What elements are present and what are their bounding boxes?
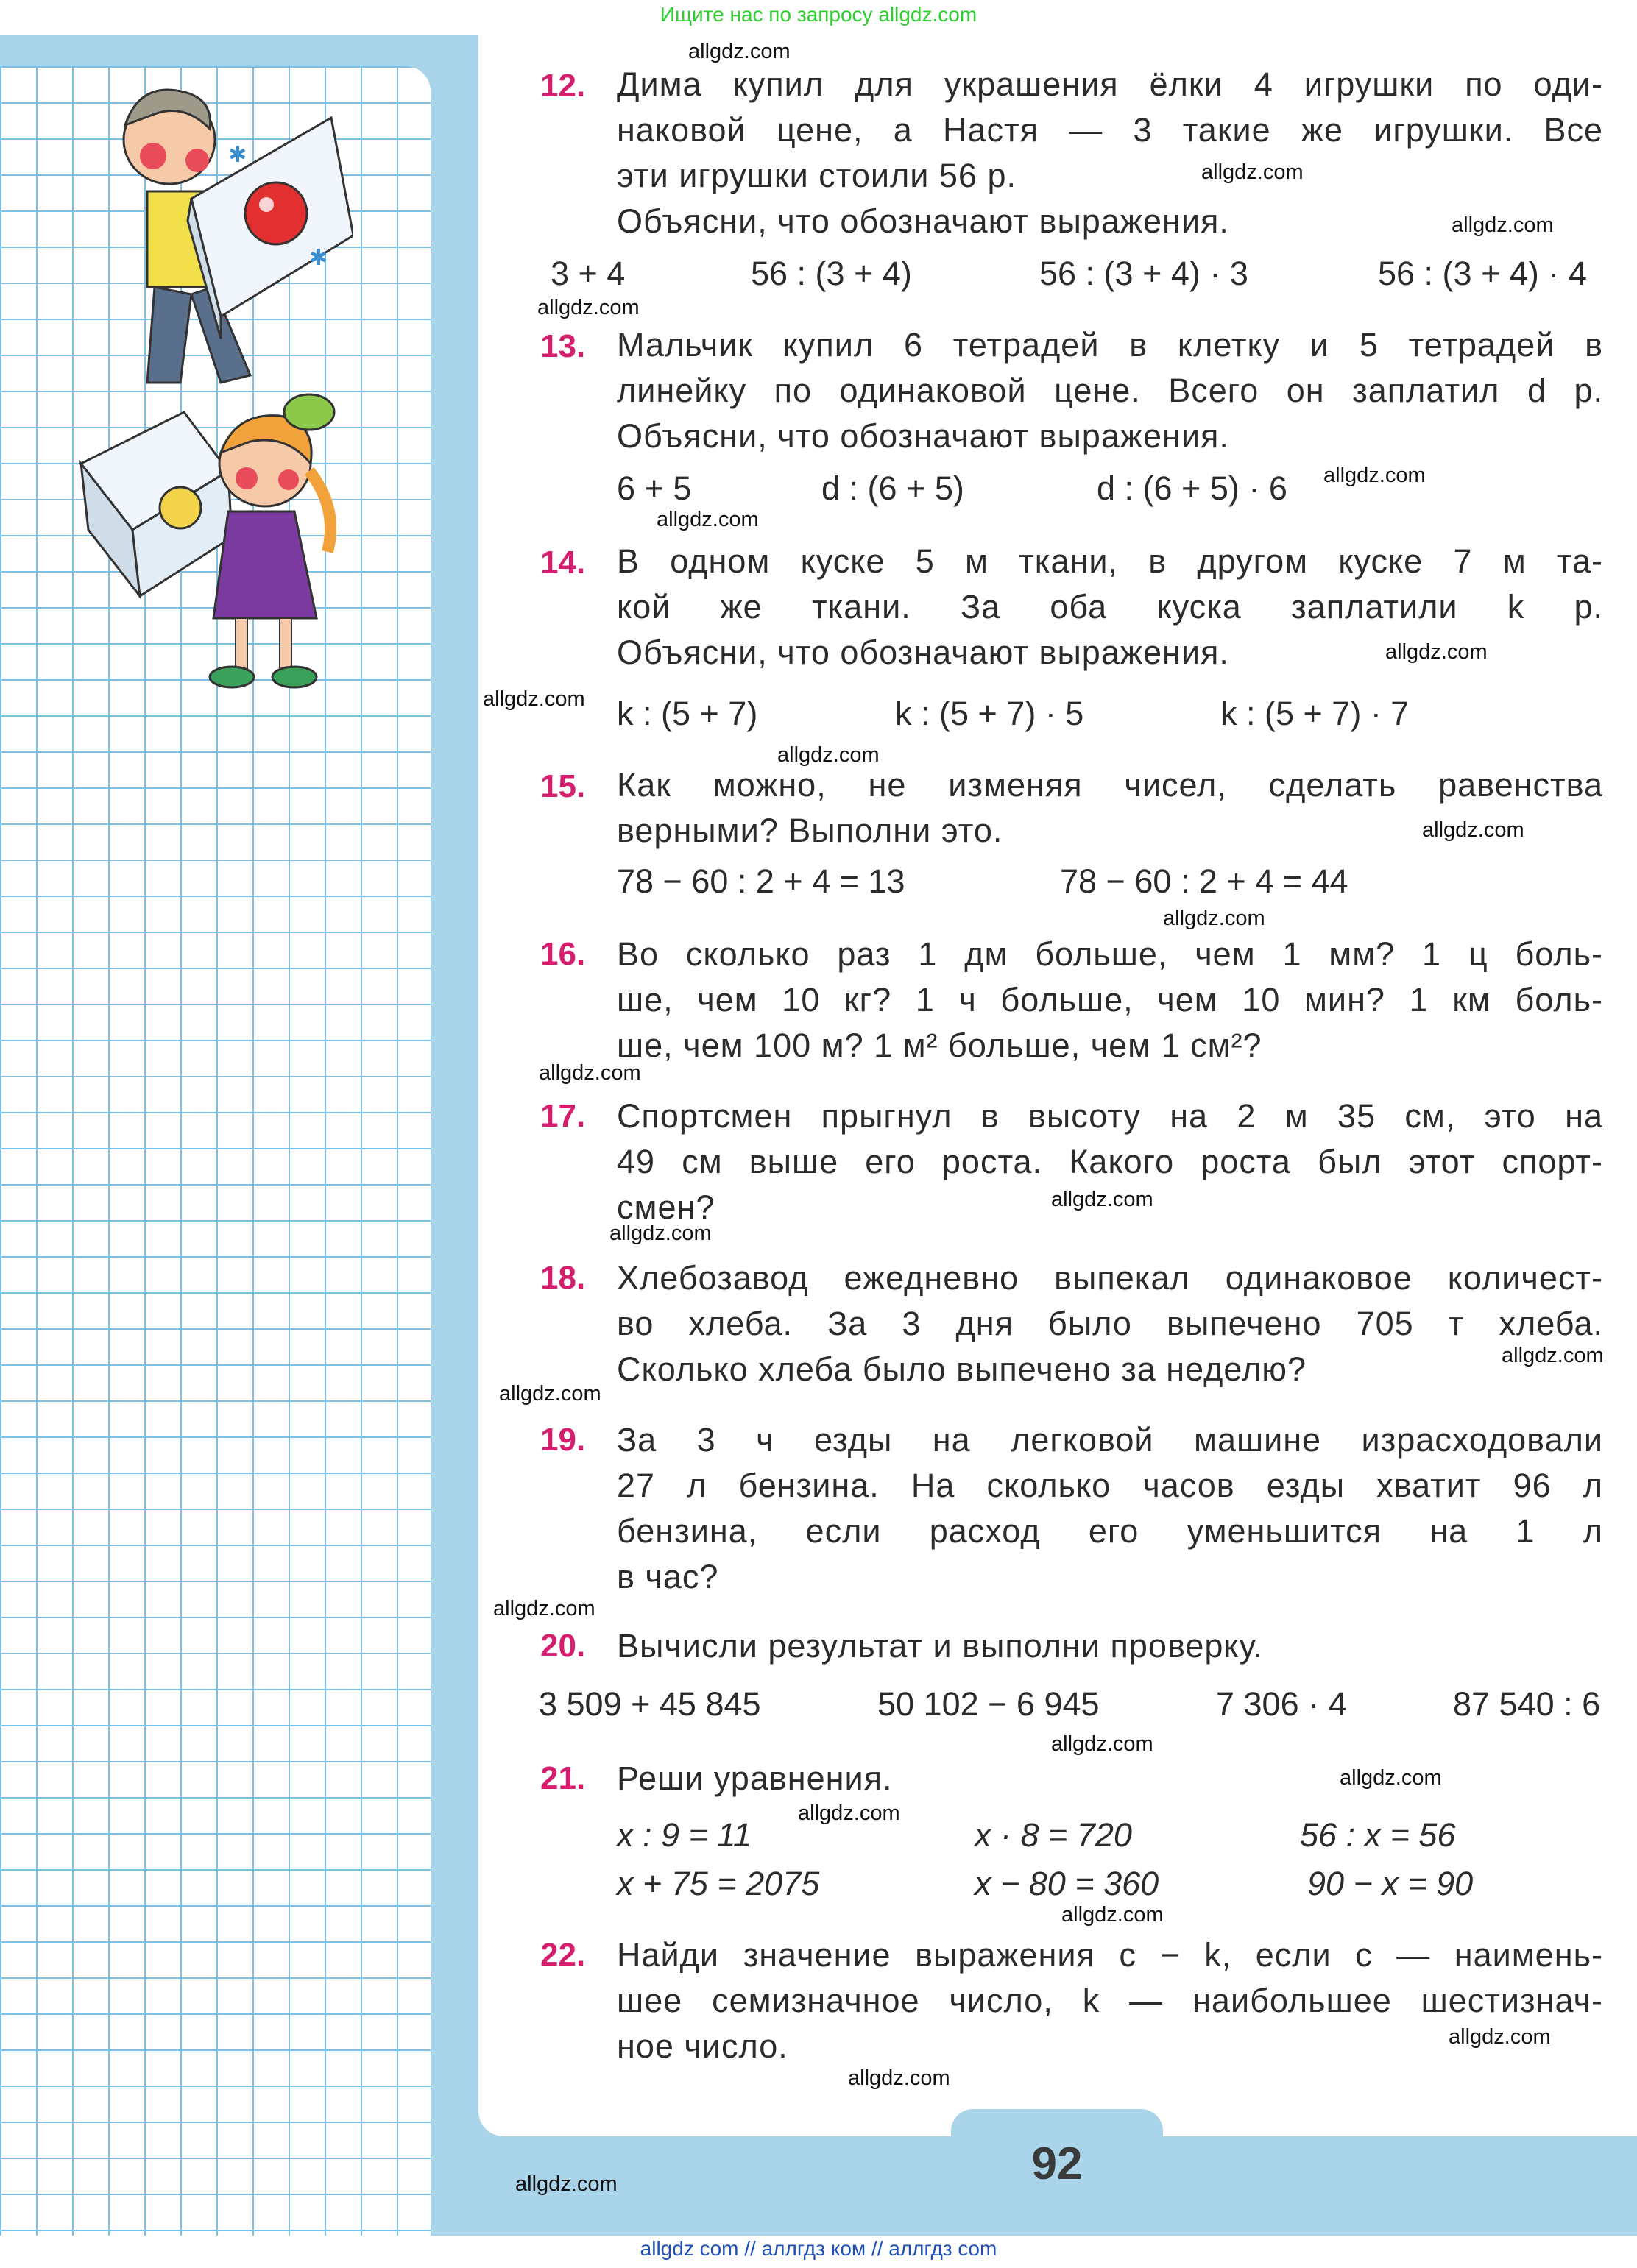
text-line: ше, чем 10 кг? 1 ч больше, чем 10 мин? 1 км боль- — [617, 981, 1603, 1018]
expression: 56 : (3 + 4) — [751, 255, 912, 292]
watermark: allgdz.com — [1449, 2025, 1551, 2049]
top-note: Ищите нас по запросу allgdz.com — [660, 3, 977, 26]
expression: 7 306 · 4 — [1216, 1685, 1347, 1723]
text-line: наковой цене, а Настя — 3 такие же игрушки. Все — [617, 111, 1603, 149]
watermark: allgdz.com — [609, 1222, 712, 1245]
expression: 56 : (3 + 4) · 4 — [1378, 255, 1587, 292]
watermark: allgdz.com — [798, 1801, 900, 1825]
watermark: allgdz.com — [777, 743, 880, 767]
text-line: Найди значение выражения c − k, если c — наимень- — [617, 1936, 1603, 1974]
watermark: allgdz.com — [848, 2066, 950, 2090]
text-line: Объясни, что обозначают выражения. — [617, 417, 1229, 455]
equation: x : 9 = 11 — [617, 1816, 752, 1854]
watermark: allgdz.com — [1502, 1344, 1604, 1367]
text-line: Хлебозавод ежедневно выпекал одинаковое количест- — [617, 1259, 1603, 1297]
boy-with-gift-illustration — [110, 74, 353, 397]
expression: k : (5 + 7) · 5 — [895, 695, 1084, 732]
watermark: allgdz.com — [539, 1061, 641, 1085]
text-line: Дима купил для украшения ёлки 4 игрушки по оди- — [617, 65, 1603, 103]
text-line: верными? Выполни это. — [617, 812, 1003, 849]
watermark: allgdz.com — [499, 1382, 601, 1406]
watermark: allgdz.com — [1051, 1188, 1153, 1211]
expression: 3 + 4 — [551, 255, 626, 292]
text-line: За 3 ч езды на легковой машине израсходовали — [617, 1421, 1603, 1459]
task-text — [617, 322, 1603, 459]
text-line: Мальчик купил 6 тетрадей в клетку и 5 тетрадей в — [617, 326, 1603, 364]
text-line: Как можно, не изменяя чисел, сделать равенства — [617, 766, 1603, 804]
expression: 78 − 60 : 2 + 4 = 44 — [1060, 862, 1348, 900]
watermark: allgdz.com — [1201, 160, 1304, 184]
text-line: 27 л бензина. На сколько часов езды хватит 96 л — [617, 1467, 1603, 1504]
watermark: allgdz.com — [1051, 1732, 1153, 1756]
expression: d : (6 + 5) — [821, 469, 964, 507]
task-number: 12. — [540, 68, 586, 104]
task-number: 17. — [540, 1098, 586, 1134]
bottom-note: allgdz com // аллгдз ком // аллгдз com — [640, 2237, 997, 2260]
text-line: шее семизначное число, k — наибольшее шестизнач- — [617, 1982, 1603, 2019]
page-number: 92 — [1031, 2138, 1083, 2189]
text-line: эти игрушки стоили 56 р. — [617, 157, 1017, 194]
equation: 90 − x = 90 — [1307, 1865, 1474, 1902]
text-line: смен? — [617, 1188, 715, 1226]
task-number: 21. — [540, 1760, 586, 1796]
text-line: Во сколько раз 1 дм больше, чем 1 мм? 1 ц боль- — [617, 935, 1603, 973]
watermark: allgdz.com — [1385, 640, 1488, 664]
text-line: Реши уравнения. — [617, 1760, 893, 1797]
task-text — [617, 1417, 1603, 1600]
expression: 3 509 + 45 845 — [539, 1685, 761, 1723]
equation: 56 : x = 56 — [1300, 1816, 1456, 1854]
watermark: allgdz.com — [493, 1597, 595, 1620]
expression: d : (6 + 5) · 6 — [1097, 469, 1287, 507]
equation: x + 75 = 2075 — [617, 1865, 820, 1902]
watermark: allgdz.com — [657, 508, 759, 531]
text-line: ше, чем 100 м? 1 м² больше, чем 1 см²? — [617, 1027, 1262, 1064]
task-text — [617, 932, 1603, 1069]
watermark: allgdz.com — [1452, 213, 1554, 237]
task-text — [617, 1756, 1603, 1801]
expression: 56 : (3 + 4) · 3 — [1039, 255, 1248, 292]
text-line: ное число. — [617, 2027, 788, 2065]
expression: 50 102 − 6 945 — [877, 1685, 1100, 1723]
watermark: allgdz.com — [1061, 1903, 1164, 1927]
task-number: 16. — [540, 936, 586, 972]
watermark: allgdz.com — [1323, 464, 1426, 487]
text-line: в час? — [617, 1558, 719, 1595]
expression: k : (5 + 7) — [617, 695, 758, 732]
task-number: 18. — [540, 1260, 586, 1296]
task-number: 15. — [540, 768, 586, 804]
girl-with-gift-illustration — [74, 383, 383, 692]
task-number: 22. — [540, 1937, 586, 1973]
svg-text:✱: ✱ — [228, 142, 247, 168]
task-number: 20. — [540, 1628, 586, 1664]
text-line: кой же ткани. За оба куска заплатили k р. — [617, 588, 1603, 626]
expression: k : (5 + 7) · 7 — [1220, 695, 1410, 732]
text-line: Спортсмен прыгнул в высоту на 2 м 35 см, это на — [617, 1097, 1603, 1135]
task-text — [617, 1623, 1603, 1669]
task-number: 14. — [540, 545, 586, 581]
watermark: allgdz.com — [515, 2172, 618, 2196]
watermark: allgdz.com — [1340, 1766, 1442, 1790]
expression: 78 − 60 : 2 + 4 = 13 — [617, 862, 905, 900]
expression: 87 540 : 6 — [1453, 1685, 1601, 1723]
text-line: Объясни, что обозначают выражения. — [617, 202, 1229, 240]
watermark: allgdz.com — [537, 296, 640, 319]
task-text — [617, 1255, 1603, 1392]
text-line: Вычисли результат и выполни проверку. — [617, 1627, 1264, 1665]
equation: x · 8 = 720 — [975, 1816, 1132, 1854]
watermark: allgdz.com — [1163, 907, 1265, 930]
watermark: allgdz.com — [688, 40, 791, 63]
text-line: В одном куске 5 м ткани, в другом куске 7 м та- — [617, 542, 1603, 580]
svg-text:✱: ✱ — [309, 245, 328, 271]
watermark: allgdz.com — [1422, 818, 1524, 842]
text-line: во хлеба. За 3 дня было выпечено 705 т хлеба. — [617, 1305, 1603, 1342]
task-number: 13. — [540, 328, 586, 364]
text-line: линейку по одинаковой цене. Всего он заплатил d р. — [617, 372, 1603, 409]
text-line: бензина, если расход его уменьшится на 1 л — [617, 1512, 1603, 1550]
text-line: Сколько хлеба было выпечено за неделю? — [617, 1350, 1307, 1388]
task-number: 19. — [540, 1422, 586, 1458]
text-line: 49 см выше его роста. Какого роста был этот спорт- — [617, 1143, 1603, 1180]
watermark: allgdz.com — [483, 687, 585, 711]
text-line: Объясни, что обозначают выражения. — [617, 634, 1229, 671]
expression: 6 + 5 — [617, 469, 692, 507]
equation: x − 80 = 360 — [975, 1865, 1159, 1902]
